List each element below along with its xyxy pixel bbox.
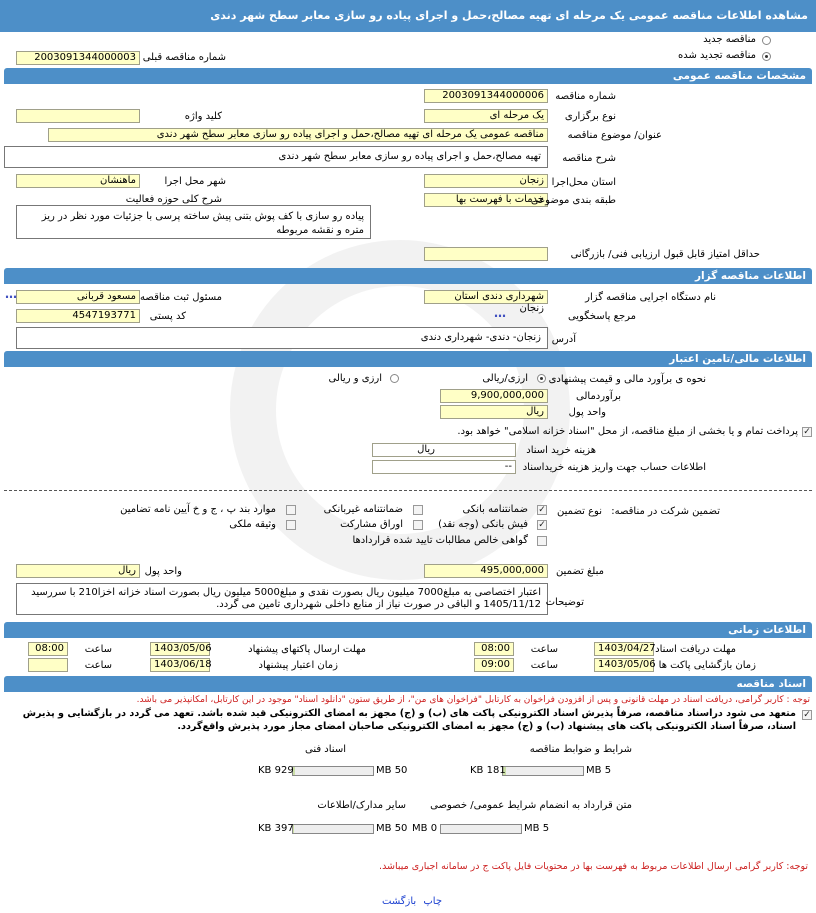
opening-time-label: ساعت — [530, 660, 558, 671]
city-field[interactable]: ماهنشان — [16, 174, 140, 188]
file-1-max: 5 MB — [586, 765, 612, 776]
province-field[interactable]: زنجان — [424, 174, 548, 188]
radio-currency-rial[interactable] — [390, 374, 399, 383]
validity-time-field[interactable] — [28, 658, 68, 672]
documents-notice: توجه : کاربر گرامی، دریافت اسناد در مهلت قانونی و پس از افزودن فراخوان به کارتابل "فراخوان های من"، از طریق ستون "دانلود اسناد" موجود در این کارتابل، امکانپذیر می باشد. — [136, 695, 810, 705]
documents-section-header: اسناد مناقصه — [4, 676, 812, 692]
opt-claims-checkbox[interactable] — [537, 536, 547, 546]
section-divider — [4, 490, 812, 491]
currency-option-label: ارزی و ریالی — [328, 373, 382, 384]
finance-section-header: اطلاعات مالی/تامین اعتبار — [4, 351, 812, 367]
file-2-progress — [292, 766, 374, 776]
organization-label: نام دستگاه اجرایی مناقصه گزار — [585, 292, 716, 303]
scope-box: پیاده رو سازی با کف پوش بتنی پیش ساخته پرسی با جزئیات مورد نظر در ریز متره و نقشه مربوطه — [16, 205, 371, 239]
doc-receive-time-label: ساعت — [530, 644, 558, 655]
opt-nonbank-guarantee-checkbox[interactable] — [413, 505, 423, 515]
radio-rial[interactable] — [537, 374, 546, 383]
doc-receive-date-field[interactable]: 1403/04/27 — [594, 642, 654, 656]
organization-field[interactable]: شهرداری دندی استان زنجان — [424, 290, 548, 304]
category-field[interactable]: خدمات با فهرست بها — [424, 193, 548, 207]
file-4-label: سایر مدارک/اطلاعات — [317, 800, 406, 811]
province-label: استان محل‌اجرا — [551, 177, 616, 188]
reference-more-icon[interactable]: … — [494, 306, 506, 320]
guarantee-currency-field[interactable]: ریال — [16, 564, 140, 578]
doc-cost-label: هزینه خرید اسناد — [526, 445, 596, 456]
file-4-size: 397 KB — [258, 823, 294, 834]
opt-bank-guarantee: ضمانتنامه بانکی — [462, 504, 528, 515]
method-label: نوع برگزاری — [564, 111, 616, 122]
opt-property: وثیقه ملکی — [229, 519, 276, 530]
new-tender-label: مناقصه جدید — [703, 34, 756, 45]
doc-receive-time-field[interactable]: 08:00 — [474, 642, 514, 656]
validity-time-label: ساعت — [84, 660, 112, 671]
guarantee-amount-field[interactable]: 495,000,000 — [424, 564, 548, 578]
file-2-size: 929 KB — [258, 765, 294, 776]
radio-new-tender[interactable] — [762, 36, 771, 45]
opt-bonds-checkbox[interactable] — [413, 520, 423, 530]
bid-send-time-label: ساعت — [84, 644, 112, 655]
officer-field[interactable]: مسعود قربانی — [16, 290, 140, 304]
city-label: شهر محل اجرا — [164, 176, 226, 187]
description-label: شرح مناقصه — [562, 153, 616, 164]
file-1-progress — [502, 766, 584, 776]
opt-clauses: موارد بند پ ، ج و خ آیین نامه تضامین — [120, 504, 276, 515]
treasury-note: پرداخت تمام و یا بخشی از مبلغ مناقصه، از محل "اسناد خزانه اسلامی" خواهد بود. — [457, 426, 798, 437]
estimate-label: برآوردمالی — [576, 391, 621, 402]
opt-bonds: اوراق مشارکت — [340, 519, 403, 530]
page-title: مشاهده اطلاعات مناقصه عمومی یک مرحله ای تهیه مصالح،حمل و اجرای پیاده رو سازی معابر سطح شهر دندی — [0, 0, 816, 32]
tender-number-label: شماره مناقصه — [555, 91, 616, 102]
keyword-field[interactable] — [16, 109, 140, 123]
file-1-size: 181 KB — [470, 765, 506, 776]
min-score-label: حداقل امتیاز قابل قبول ارزیابی فنی/ بازرگانی — [570, 249, 760, 260]
officer-label: مسئول ثبت مناقصه — [140, 292, 222, 303]
guarantee-notes-box: اعتبار اختصاصی به مبلغ7000 میلیون ریال بصورت نقدی و مبلغ5000 میلیون ریال بصورت اسناد خزانه اخزا210 با سررسید 1405/11/12 و الباقی در صورت نیاز از منابع داخلی شهرداری تامین می گردد. — [16, 583, 548, 615]
file-3-max: 5 MB — [524, 823, 550, 834]
account-label: اطلاعات حساب جهت واریز هزینه خریداسناد — [522, 462, 706, 473]
file-1-label: شرایط و ضوابط مناقصه — [529, 744, 632, 755]
file-3-progress — [440, 824, 522, 834]
currency-field[interactable]: ریال — [440, 405, 548, 419]
guarantee-currency-label: واحد پول — [144, 566, 182, 577]
doc-cost-unit: ریال — [417, 444, 435, 455]
bid-send-time-field[interactable]: 08:00 — [28, 642, 68, 656]
file-4-max: 50 MB — [376, 823, 408, 834]
opt-bank-guarantee-checkbox[interactable]: ✓ — [538, 505, 546, 515]
file-3-size: 0 MB — [412, 823, 438, 834]
guarantee-notes-label: توضیحات — [545, 597, 584, 608]
address-label: آدرس — [551, 334, 576, 345]
commitment-text: متعهد می شود دراسناد مناقصه، صرفاً پذیرش اسناد الکترونیکی پاکت های (ب) و (ج) مجهز به امضای الکترونیکی قید شده باشد. تعهد می گردد در بازگشایی و پذیرش اسناد، صرفاً اسناد الکترونیکی پاکت های پیشنهاد (ب) و (ج) مجهز به امضای الکترونیکی صاحبان امضای مجاز مورد پذیرش واقع‌گردد. — [4, 706, 800, 734]
back-link[interactable]: بازگشت — [382, 896, 417, 907]
general-section-header: مشخصات مناقصه عمومی — [4, 68, 812, 84]
guarantee-label: تضمین شرکت در مناقصه: — [611, 506, 720, 517]
postal-code-label: کد پستی — [149, 311, 186, 322]
opt-property-checkbox[interactable] — [286, 520, 296, 530]
print-link[interactable]: چاپ — [423, 896, 443, 907]
guarantee-type-label: نوع تضمین — [557, 506, 602, 517]
opening-date-field[interactable]: 1403/05/06 — [594, 658, 654, 672]
opt-claims: گواهی خالص مطالبات تایید شده قراردادها — [352, 535, 528, 546]
tender-number-field[interactable]: 2003091344000006 — [424, 89, 548, 103]
file-3-label: متن قرارداد به انضمام شرایط عمومی/ خصوصی — [430, 800, 632, 811]
guarantee-amount-label: مبلغ تضمین — [555, 566, 604, 577]
timing-section-header: اطلاعات زمانی — [4, 622, 812, 638]
category-label: طبقه بندی موضوعی — [530, 195, 616, 206]
radio-renewed-tender[interactable] — [762, 52, 771, 61]
account-field[interactable]: -- — [372, 460, 516, 474]
method-field[interactable]: یک مرحله ای — [424, 109, 548, 123]
keyword-label: کلید واژه — [184, 111, 222, 122]
commitment-checkbox[interactable]: ✓ — [803, 710, 811, 720]
opt-cash-receipt: فیش بانکی (وجه نقد) — [438, 519, 528, 530]
scope-label: شرح کلی حوزه فعالیت — [125, 194, 222, 205]
bid-send-label: مهلت ارسال پاکتهای پیشنهاد — [248, 644, 366, 655]
opt-clauses-checkbox[interactable] — [286, 505, 296, 515]
prev-number-field[interactable]: 2003091344000003 — [16, 51, 140, 65]
validity-label: زمان اعتبار پیشنهاد — [258, 660, 338, 671]
title-label: عنوان/ موضوع مناقصه — [567, 130, 662, 141]
file-2-max: 50 MB — [376, 765, 408, 776]
validity-date-field[interactable]: 1403/06/18 — [150, 658, 210, 672]
renewed-tender-label: مناقصه تجدید شده — [678, 50, 756, 61]
opening-label: زمان بازگشایی پاکت ها — [658, 660, 756, 671]
reference-label: مرجع پاسخگویی — [567, 311, 636, 322]
postal-code-field[interactable]: 4547193771 — [16, 309, 140, 323]
file-4-progress — [292, 824, 374, 834]
opening-time-field[interactable]: 09:00 — [474, 658, 514, 672]
officer-more-icon[interactable]: … — [5, 287, 17, 301]
address-box: زنجان- دندی- شهرداری دندی — [16, 327, 548, 349]
title-field[interactable]: مناقصه عمومی یک مرحله ای تهیه مصالح،حمل و اجرای پیاده رو سازی معابر سطح شهر دندی — [48, 128, 548, 142]
treasury-checkbox[interactable]: ✓ — [803, 427, 811, 437]
doc-receive-label: مهلت دریافت اسناد — [655, 644, 736, 655]
rial-option-label: ارزی/ریالی — [482, 373, 528, 384]
description-box: تهیه مصالح،حمل و اجرای پیاده رو سازی معابر سطح شهر دندی — [4, 146, 548, 168]
prev-number-label: شماره مناقصه قبلی — [142, 52, 226, 63]
documents-note: توجه: کاربر گرامی ارسال اطلاعات مربوط به فهرست بها در محتویات فایل پاکت ج در سامانه اجباری میباشد. — [379, 861, 808, 872]
min-score-field[interactable] — [424, 247, 548, 261]
file-2-label: اسناد فنی — [305, 744, 346, 755]
bid-send-date-field[interactable]: 1403/05/06 — [150, 642, 210, 656]
opt-cash-receipt-checkbox[interactable]: ✓ — [538, 520, 546, 530]
currency-label: واحد پول — [568, 407, 606, 418]
estimate-method-label: نحوه ی برآورد مالی و قیمت پیشنهادی — [548, 374, 706, 385]
organizer-section-header: اطلاعات مناقصه گزار — [4, 268, 812, 284]
doc-cost-field[interactable] — [372, 443, 516, 457]
opt-nonbank-guarantee: ضمانتنامه غیربانکی — [323, 504, 403, 515]
estimate-field[interactable]: 9,900,000,000 — [440, 389, 548, 403]
